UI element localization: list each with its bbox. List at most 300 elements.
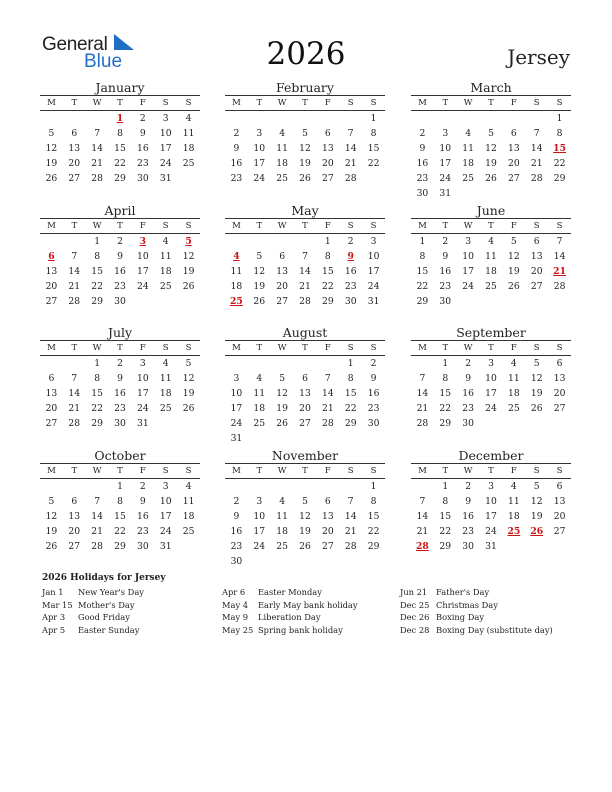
month-name: November [271,448,339,463]
day-cell: 20 [508,158,520,169]
day-cell: 23 [344,281,357,292]
day-cell: 29 [553,173,566,184]
day-grid [40,234,200,309]
weekday-label: M [418,466,427,476]
holiday-day: 5 [185,236,192,247]
day-cell: 13 [45,388,58,399]
day-cell: 21 [68,281,81,292]
day-cell: 23 [462,403,474,414]
day-cell: 22 [344,403,357,414]
day-cell: 8 [419,251,426,262]
day-cell: 19 [253,281,266,292]
day-cell: 16 [137,511,149,522]
weekday-label: T [442,343,449,353]
day-cell: 30 [439,296,452,307]
day-cell: 29 [114,173,126,184]
day-cell: 24 [485,526,497,537]
empty-cell [434,111,457,126]
day-cell: 15 [367,511,380,522]
day-cell: 3 [442,128,449,139]
day-cell: 28 [91,541,103,552]
weekday-label: T [302,466,308,476]
day-grid [40,111,200,186]
day-cell: 13 [68,511,81,522]
day-cell: 21 [416,526,429,537]
empty-cell [248,234,271,249]
day-cell: 19 [530,388,543,399]
weekday-label: T [488,343,494,353]
day-cell: 10 [462,251,474,262]
empty-cell [480,111,503,126]
day-cell: 14 [344,511,357,522]
day-cell: 9 [465,496,472,507]
empty-cell [294,479,317,494]
month-name: October [94,448,146,463]
day-cell: 2 [442,236,449,247]
month-july [40,325,200,431]
weekday-label: T [442,466,449,476]
weekday-label: F [324,466,331,476]
day-cell: 12 [182,373,195,384]
day-cell: 22 [553,158,566,169]
holiday-day: 25 [230,296,243,307]
day-cell: 27 [553,526,566,537]
day-cell: 11 [485,251,497,262]
day-cell: 2 [139,113,146,124]
empty-cell [411,356,434,371]
holiday-date: Mar 15 [42,599,73,610]
day-cell: 24 [159,526,172,537]
day-cell: 18 [182,143,195,154]
day-cell: 15 [91,388,103,399]
weekday-label: S [162,466,169,476]
holiday-date: May 25 [222,624,254,635]
day-cell: 17 [137,388,149,399]
weekday-label: S [347,98,354,108]
weekday-label: S [162,98,169,108]
day-cell: 28 [416,418,429,429]
month-may [225,203,385,309]
holiday-date: Jun 21 [400,587,428,597]
day-cell: 8 [94,373,101,384]
day-cell: 3 [370,236,377,247]
day-cell: 5 [533,481,540,492]
weekday-label: M [418,343,427,353]
day-cell: 14 [322,388,334,399]
day-cell: 29 [322,296,334,307]
day-cell: 2 [347,236,354,247]
day-cell: 16 [344,266,357,277]
weekday-label: M [418,98,427,108]
day-cell: 16 [137,143,149,154]
holiday-name: Liberation Day [258,612,321,623]
empty-cell [294,111,317,126]
weekday-label: F [510,466,517,476]
day-cell: 7 [419,373,426,384]
day-cell: 27 [45,418,58,429]
empty-cell [339,479,362,494]
month-april [40,203,200,309]
day-cell: 13 [530,251,543,262]
day-cell: 20 [322,158,334,169]
day-cell: 13 [508,143,520,154]
day-cell: 28 [553,281,566,292]
day-cell: 30 [462,418,474,429]
weekday-header [411,463,571,479]
month-name: August [282,325,328,340]
day-cell: 30 [344,296,357,307]
day-cell: 24 [485,403,497,414]
day-cell: 25 [159,281,172,292]
day-cell: 17 [462,266,474,277]
day-cell: 24 [439,173,452,184]
weekday-label: F [139,98,146,108]
day-cell: 12 [45,511,58,522]
day-cell: 16 [462,388,474,399]
day-cell: 30 [462,541,474,552]
weekday-label: T [302,343,308,353]
day-cell: 12 [253,266,266,277]
day-cell: 1 [347,358,354,369]
month-december [411,448,571,554]
weekday-label: F [510,343,517,353]
day-cell: 13 [553,496,566,507]
empty-cell [63,479,86,494]
weekday-label: T [117,98,123,108]
day-cell: 9 [442,251,449,262]
weekday-header [225,463,385,479]
day-cell: 27 [322,173,334,184]
day-grid [411,479,571,554]
day-cell: 5 [488,128,494,139]
weekday-label: W [92,98,102,108]
weekday-label: W [92,466,102,476]
day-cell: 19 [299,158,311,169]
day-cell: 8 [442,496,449,507]
day-cell: 14 [299,266,311,277]
holiday-row [42,586,144,599]
day-cell: 24 [253,541,266,552]
day-cell: 24 [159,158,172,169]
weekday-label: W [463,98,473,108]
day-cell: 17 [253,526,266,537]
day-cell: 10 [137,373,149,384]
day-cell: 7 [302,251,308,262]
day-cell: 3 [233,373,240,384]
holiday-date: Jan 1 [42,587,64,597]
weekday-label: S [533,343,540,353]
day-cell: 4 [185,481,192,492]
day-cell: 12 [508,251,520,262]
holiday-date: Dec 26 [400,612,430,623]
day-cell: 21 [91,526,103,537]
weekday-label: F [324,343,331,353]
day-cell: 3 [465,236,472,247]
day-cell: 6 [556,358,563,369]
day-cell: 22 [367,158,380,169]
day-cell: 14 [91,511,103,522]
day-cell: 12 [299,511,311,522]
day-cell: 26 [299,541,311,552]
day-cell: 16 [230,526,243,537]
holiday-row [42,624,144,637]
day-cell: 14 [344,143,357,154]
holiday-name: Spring bank holiday [258,624,343,635]
holiday-date: Apr 6 [222,587,246,597]
day-cell: 10 [230,388,243,399]
day-cell: 5 [510,236,517,247]
day-cell: 26 [45,541,58,552]
day-cell: 31 [159,173,172,184]
day-cell: 23 [230,173,243,184]
day-cell: 15 [344,388,357,399]
empty-cell [271,234,294,249]
weekday-header [411,340,571,356]
day-cell: 26 [182,403,195,414]
weekday-label: F [139,343,146,353]
day-cell: 3 [488,481,494,492]
day-grid [40,356,200,431]
holiday-row [222,611,358,624]
day-cell: 20 [322,526,334,537]
day-grid [411,111,571,201]
month-november [225,448,385,569]
month-name: February [276,80,334,95]
day-cell: 4 [162,236,169,247]
day-cell: 21 [322,403,334,414]
empty-cell [457,111,480,126]
holiday-day: 21 [553,266,566,277]
day-cell: 18 [159,388,172,399]
empty-cell [271,356,294,371]
day-cell: 14 [68,266,81,277]
day-cell: 20 [553,511,566,522]
day-cell: 26 [508,281,520,292]
day-cell: 1 [94,236,101,247]
day-cell: 23 [367,403,380,414]
day-cell: 23 [230,541,243,552]
weekday-label: T [488,98,494,108]
holiday-name: Easter Monday [258,587,322,597]
day-cell: 23 [462,526,474,537]
empty-cell [40,479,63,494]
day-cell: 1 [324,236,331,247]
weekday-label: T [442,98,449,108]
weekday-label: S [533,98,540,108]
day-cell: 29 [439,418,452,429]
day-cell: 22 [91,403,103,414]
weekday-label: M [232,343,241,353]
weekday-label: M [47,221,56,231]
day-cell: 5 [256,251,263,262]
day-cell: 18 [276,158,288,169]
empty-cell [63,356,86,371]
empty-cell [40,111,63,126]
day-cell: 4 [256,373,263,384]
weekday-label: T [117,221,123,231]
day-cell: 22 [91,281,103,292]
day-cell: 17 [253,158,266,169]
day-cell: 28 [68,296,81,307]
day-cell: 20 [45,281,58,292]
day-cell: 11 [182,496,195,507]
weekday-label: T [117,343,123,353]
day-cell: 12 [276,388,288,399]
day-cell: 23 [114,281,126,292]
day-cell: 5 [302,496,308,507]
weekday-label: S [185,221,192,231]
holiday-name: Boxing Day [436,612,485,623]
empty-cell [316,356,339,371]
day-cell: 14 [553,251,566,262]
day-cell: 28 [344,541,357,552]
day-cell: 7 [533,128,540,139]
day-cell: 7 [324,373,331,384]
day-cell: 16 [439,266,452,277]
weekday-label: W [277,98,287,108]
day-cell: 3 [139,358,146,369]
logo-text-general: General [42,34,108,55]
day-grid [225,479,385,569]
day-cell: 20 [276,281,288,292]
day-cell: 18 [462,158,474,169]
day-cell: 26 [530,403,543,414]
day-cell: 22 [114,158,126,169]
weekday-label: S [162,221,169,231]
day-cell: 16 [230,158,243,169]
day-cell: 19 [508,266,520,277]
weekday-label: M [232,466,241,476]
day-cell: 6 [510,128,517,139]
weekday-label: T [117,466,123,476]
day-cell: 2 [465,358,472,369]
day-cell: 10 [485,373,497,384]
day-cell: 16 [367,388,380,399]
day-cell: 13 [322,143,334,154]
day-cell: 12 [530,496,543,507]
weekday-label: T [488,466,494,476]
holiday-column [400,586,553,636]
day-cell: 25 [276,541,288,552]
weekday-label: T [442,221,449,231]
day-cell: 27 [508,173,520,184]
day-cell: 23 [439,281,452,292]
weekday-label: S [347,466,354,476]
day-grid [225,111,385,186]
weekday-header [411,95,571,111]
weekday-label: F [324,98,331,108]
day-cell: 6 [48,373,55,384]
weekday-label: T [302,98,308,108]
holiday-day: 25 [507,526,521,537]
day-cell: 6 [324,496,331,507]
weekday-label: M [418,221,427,231]
day-cell: 8 [324,251,331,262]
day-cell: 30 [137,541,149,552]
empty-cell [294,234,317,249]
holiday-date: Dec 28 [400,624,430,635]
weekday-label: W [277,221,287,231]
day-cell: 31 [367,296,380,307]
day-cell: 5 [533,358,540,369]
day-cell: 8 [442,373,449,384]
day-cell: 25 [182,526,195,537]
month-june [411,203,571,309]
day-cell: 13 [299,388,311,399]
day-cell: 30 [416,188,429,199]
holiday-row [400,586,553,599]
day-cell: 30 [230,556,243,567]
weekday-label: F [324,221,331,231]
empty-cell [339,111,362,126]
weekday-label: S [185,466,192,476]
holiday-column [42,586,144,636]
holiday-day: 15 [553,143,566,154]
empty-cell [225,356,248,371]
day-cell: 10 [367,251,380,262]
day-cell: 4 [465,128,472,139]
day-cell: 7 [94,496,101,507]
day-cell: 11 [508,496,520,507]
day-cell: 31 [137,418,149,429]
day-cell: 6 [533,236,540,247]
empty-cell [248,479,271,494]
day-cell: 18 [230,281,243,292]
empty-cell [40,234,63,249]
weekday-label: M [47,98,56,108]
day-cell: 3 [256,128,263,139]
weekday-label: T [71,466,78,476]
day-cell: 23 [137,526,149,537]
day-cell: 1 [442,358,449,369]
day-cell: 22 [114,526,126,537]
weekday-label: S [556,466,563,476]
weekday-label: T [71,98,78,108]
weekday-label: S [556,343,563,353]
day-cell: 14 [68,388,81,399]
holiday-date: Apr 3 [42,612,66,623]
day-cell: 29 [91,296,103,307]
empty-cell [411,111,434,126]
holiday-name: Christmas Day [436,599,498,610]
day-cell: 26 [485,173,497,184]
day-cell: 28 [68,418,81,429]
day-cell: 14 [530,143,543,154]
day-cell: 28 [344,173,357,184]
weekday-label: T [256,98,263,108]
day-cell: 27 [68,173,81,184]
holiday-day: 4 [233,251,240,262]
weekday-label: M [232,221,241,231]
empty-cell [86,111,109,126]
day-cell: 14 [91,143,103,154]
day-cell: 12 [45,143,58,154]
day-cell: 7 [71,251,78,262]
holidays-title: 2026 Holidays for Jersey [42,573,166,583]
day-cell: 8 [556,128,563,139]
day-cell: 2 [117,358,123,369]
day-cell: 9 [139,128,146,139]
weekday-label: S [370,221,377,231]
day-cell: 19 [45,158,58,169]
day-cell: 3 [488,358,494,369]
day-cell: 7 [71,373,78,384]
day-cell: 21 [530,158,543,169]
holiday-row [400,599,553,612]
day-cell: 20 [530,266,543,277]
day-cell: 2 [233,496,240,507]
weekday-label: S [556,98,563,108]
